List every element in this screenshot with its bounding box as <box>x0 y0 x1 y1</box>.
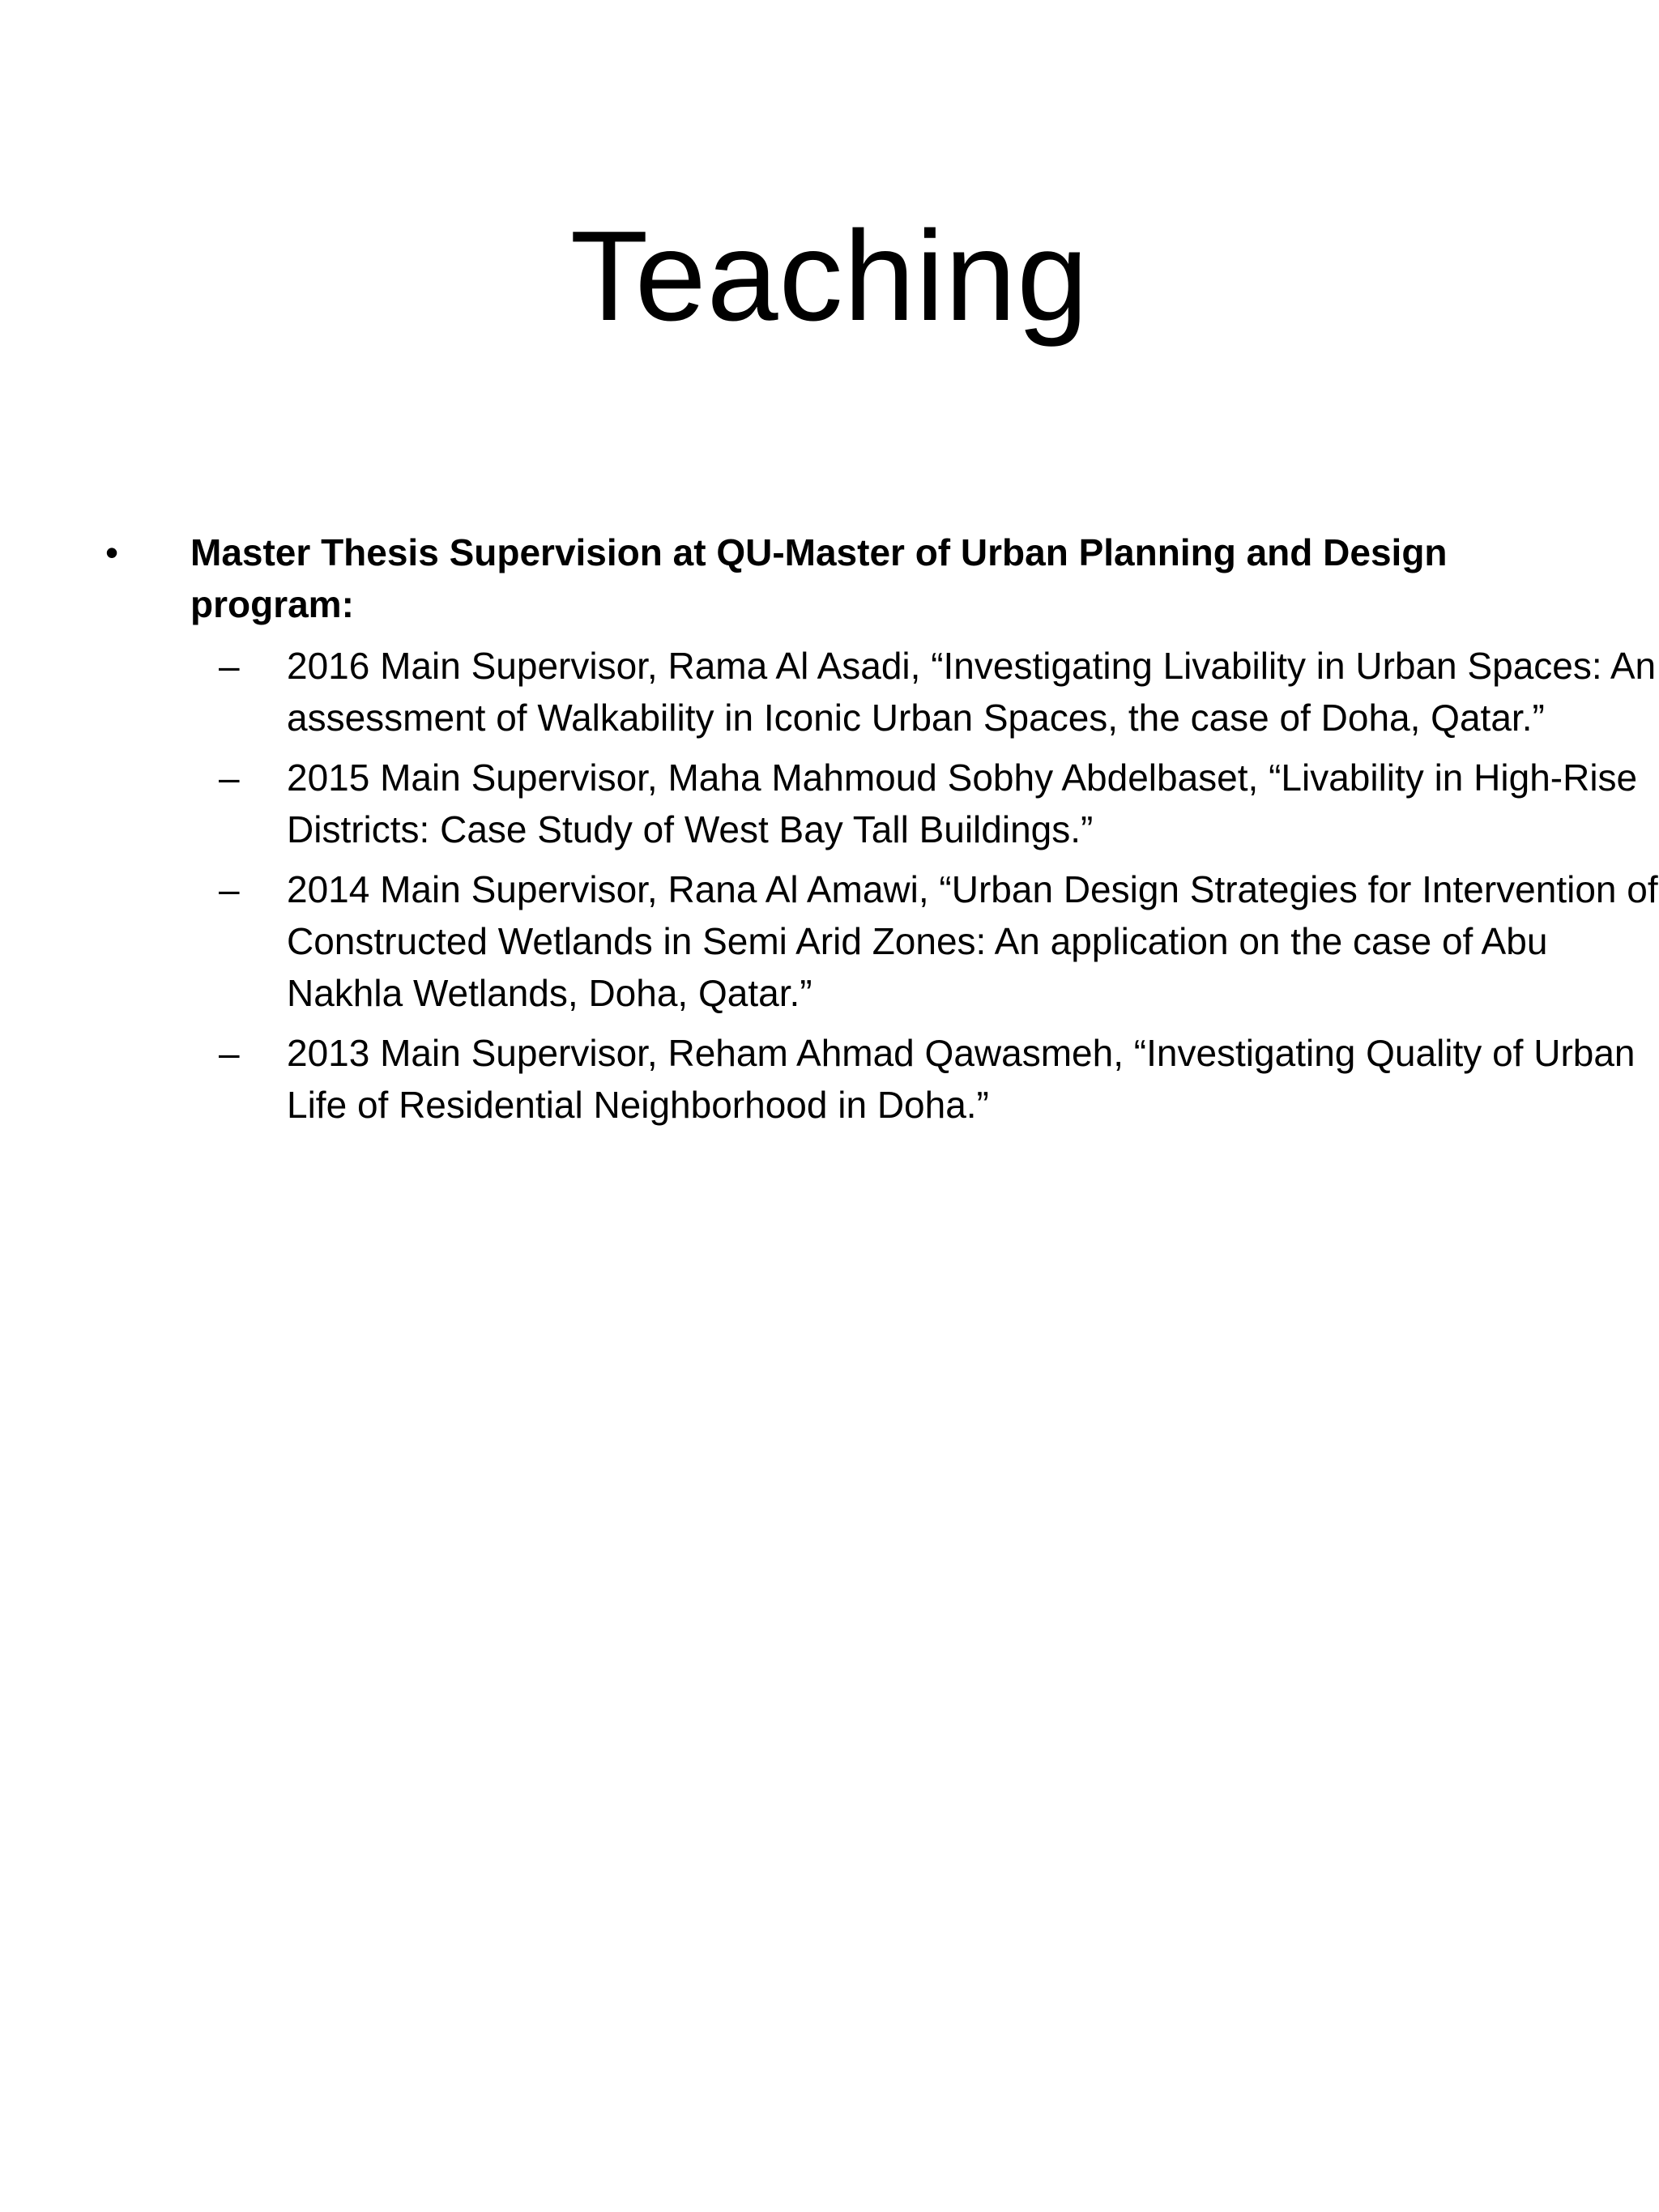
bullet-marker: • <box>105 531 119 573</box>
bullet-item-thesis-supervision <box>97 526 1567 630</box>
supervision-item-text: 2014 Main Supervisor, Rana Al Amawi, “Urban Design Strategies for Intervention of Constructed Wetlands in Semi Arid Zones: An application on the case of Abu Nakhla Wetlands, Doha, Qatar.” <box>287 868 1658 1014</box>
dash-marker: – <box>219 645 240 687</box>
supervision-item-text: 2015 Main Supervisor, Maha Mahmoud Sobhy Abdelbaset, “Livability in High-Rise Districts: Case Study of West Bay Tall Buildings.” <box>287 757 1638 850</box>
dash-marker: – <box>219 868 240 910</box>
bullet-text: Master Thesis Supervision at QU-Master of Urban Planning and Design program: <box>190 531 1448 625</box>
supervision-list <box>97 640 1658 1131</box>
dash-marker: – <box>219 757 240 799</box>
dash-marker: – <box>219 1032 240 1074</box>
supervision-item-2013 <box>97 1027 1659 1131</box>
slide-title: Teaching <box>569 205 1090 347</box>
supervision-item-text: 2013 Main Supervisor, Reham Ahmad Qawasmeh, “Investigating Quality of Urban Life of Residential Neighborhood in Doha.” <box>287 1032 1636 1126</box>
supervision-item-2016 <box>97 640 1659 744</box>
supervision-item-text: 2016 Main Supervisor, Rama Al Asadi, “Investigating Livability in Urban Spaces: An assessment of Walkability in Iconic Urban Spaces, the case of Doha, Qatar.” <box>287 645 1657 739</box>
supervision-item-2015 <box>97 752 1659 855</box>
slide-content <box>97 526 1658 1139</box>
supervision-item-2014 <box>97 863 1659 1019</box>
